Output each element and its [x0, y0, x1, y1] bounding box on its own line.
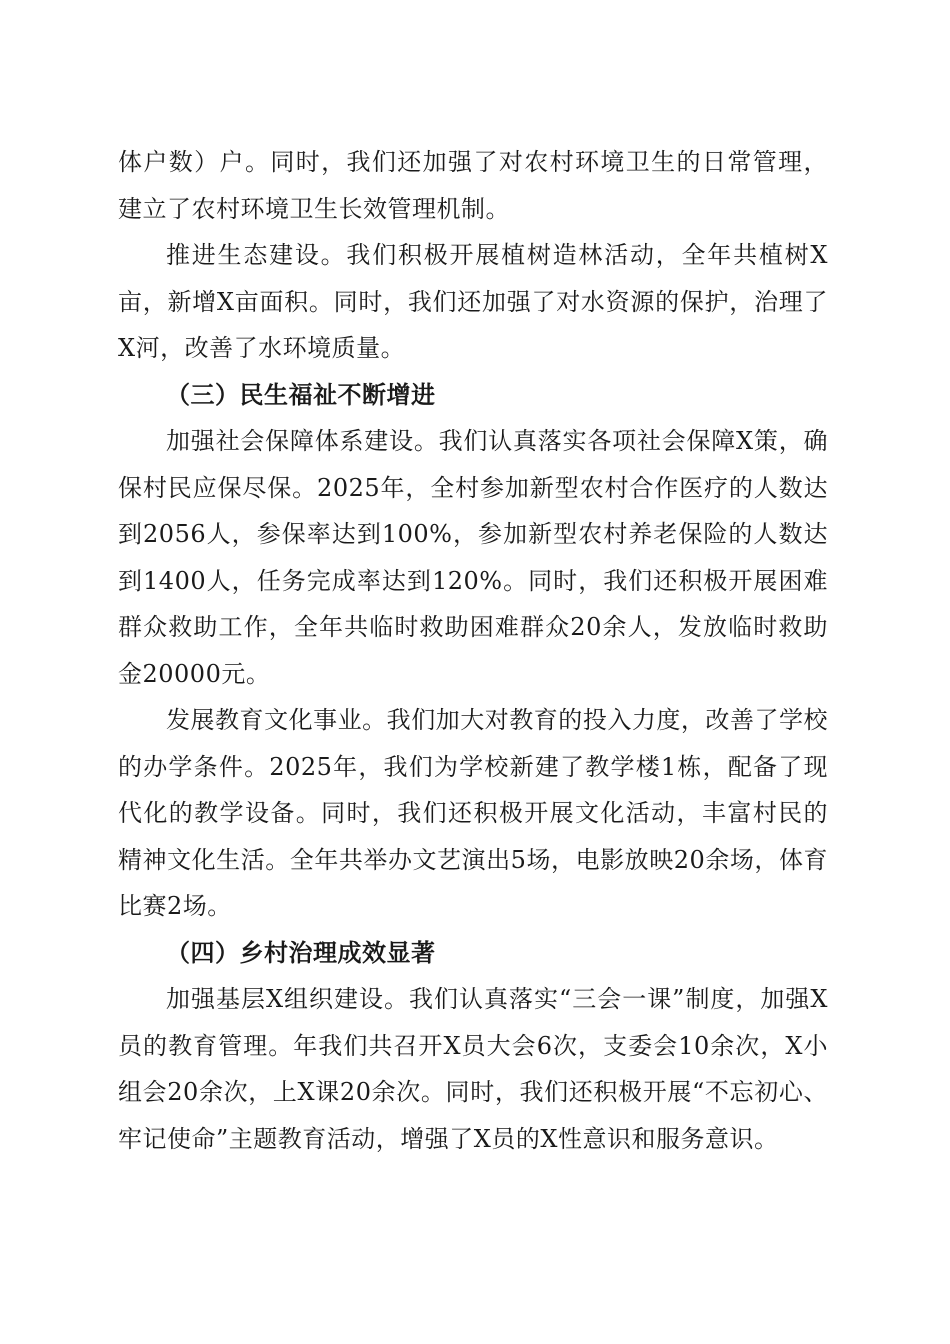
- paragraph-continuation: 体户数）户。同时，我们还加强了对农村环境卫生的日常管理，建立了农村环境卫生长效管理机制。: [118, 148, 828, 223]
- paragraph-grassroots-organization: 加强基层X组织建设。我们认真落实“三会一课”制度，加强X员的教育管理。年我们共召开X员大会6次，支委会10余次，X小组会20余次，上X课20余次。同时，我们还积极开展“不忘初心、牢记使命”主题教育活动，增强了X员的X性意识和服务意识。: [118, 985, 828, 1153]
- paragraph-social-security: 加强社会保障体系建设。我们认真落实各项社会保障X策，确保村民应保尽保。2025年，全村参加新型农村合作医疗的人数达到2056人，参保率达到100%，参加新型农村养老保险的人数达到1400人，任务完成率达到120%。同时，我们还积极开展困难群众救助工作，全年共临时救助困难群众20余人，发放临时救助金20000元。: [118, 427, 828, 688]
- paragraph-ecology: 推进生态建设。我们积极开展植树造林活动，全年共植树X亩，新增X亩面积。同时，我们还加强了对水资源的保护，治理了X河，改善了水环境质量。: [118, 241, 828, 362]
- section-heading-governance: （四）乡村治理成效显著: [166, 937, 436, 967]
- section-heading-livelihood: （三）民生福祉不断增进: [166, 379, 436, 409]
- paragraph-education-culture: 发展教育文化事业。我们加大对教育的投入力度，改善了学校的办学条件。2025年，我们为学校新建了教学楼1栋，配备了现代化的教学设备。同时，我们还积极开展文化活动，丰富村民的精神文化生活。全年共举办文艺演出5场，电影放映20余场，体育比赛2场。: [118, 706, 828, 920]
- document-body: [118, 139, 828, 1162]
